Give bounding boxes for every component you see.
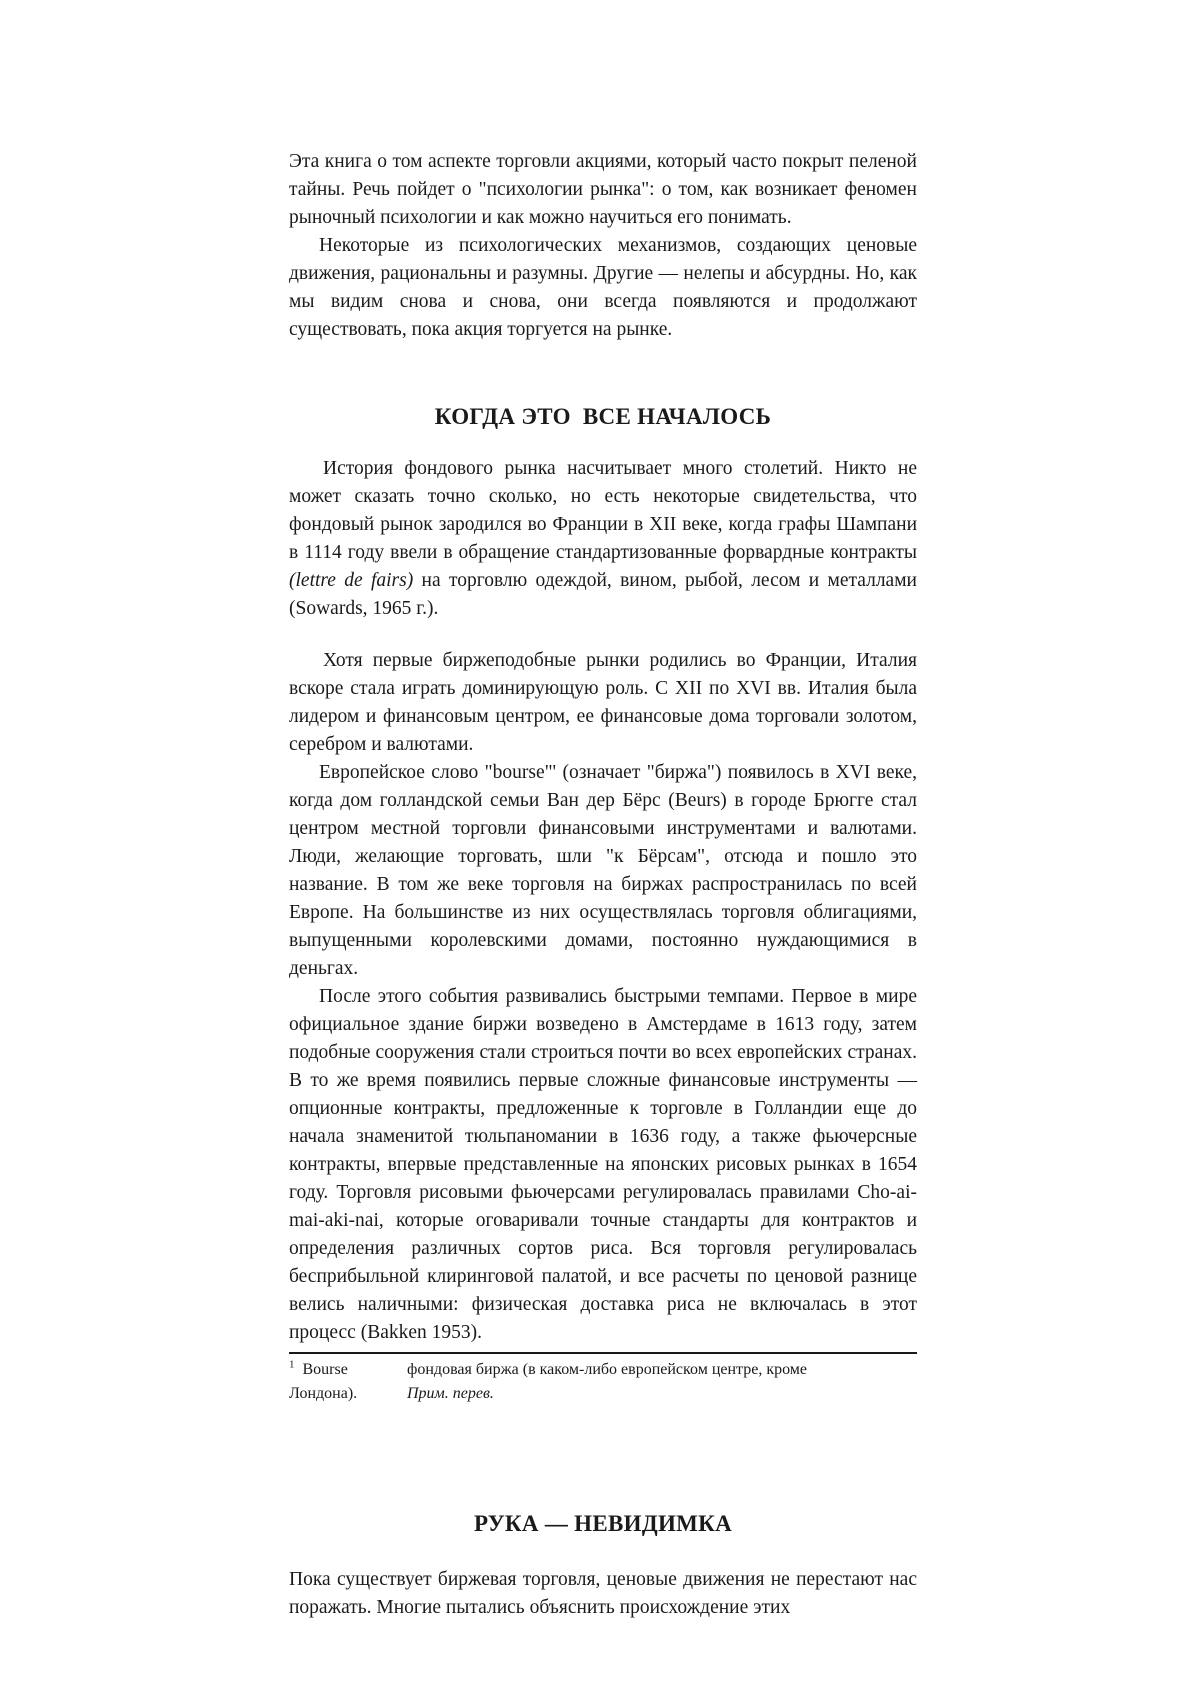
history-paragraph-4: После этого события развивались быстрыми темпами. Первое в мире официальное здание биржи возведено в Амстердаме в 1613 году, затем подобные сооружения стали строиться почти во всех европейских странах. В то же время появились первые сложные финансовые инструменты — опционные контракты, предложенные к торговле в Голландии еще до начала знаменитой тюльпаномании в 1636 году, а также фьючерсные контракты, впервые представленные на японских рисовых рынках в 1654 году. Торговля рисовыми фьючерсами регулировалась правилами Cho-ai-mai-aki-nai, которые оговаривали точные стандарты для контрактов и определения различных сортов риса. Вся торговля регулировалась бесприбыльной клиринговой палатой, и все расчеты по ценовой разнице велись наличными: физическая доставка риса не включалась в этот процесс (Bakken 1953).: [289, 986, 917, 1343]
history-paragraph-1: [289, 455, 917, 623]
invisible-hand-paragraph-1: Пока существует биржевая торговля, ценовые движения не перестают нас поражать. Многие пытались объяснить происхождение этих: [289, 1569, 917, 1618]
section-beginning: [289, 455, 917, 1347]
history-paragraph-1-text: История фондового рынка насчитывает много столетий. Никто не может сказать точно сколько, но есть некоторые свидетельства, что фондовый рынок зародился во Франции в XII веке, когда графы Шампани в 1114 году ввели в обращение стандартизованные форвардные контракты: [289, 458, 917, 563]
history-paragraph-1-text-end: на торговлю одеждой, вином, рыбой, лесом и металлами (Sowards, 1965 г.).: [289, 570, 917, 619]
footnote-text: фондовая биржа (в каком-либо европейском центре, кроме: [407, 1361, 808, 1378]
section-heading-beginning-wrap: [289, 404, 917, 430]
footnote-translator-note: Прим. перев.: [407, 1385, 494, 1402]
section-heading-invisible-hand-wrap: [289, 1511, 917, 1537]
footnote-term-continuation: Лондона).: [289, 1385, 358, 1402]
footnote-term-column: [289, 1358, 407, 1406]
footnote-term-line: [289, 1358, 407, 1382]
intro-paragraph-1: Эта книга о том аспекте торговли акциями, который часто покрыт пеленой тайны. Речь пойдет о "психологии рынка": о том, как возникает феномен рыночный психологии и как можно научиться его понимать.: [289, 151, 917, 228]
intro-section: [289, 148, 917, 344]
section-heading-invisible-hand: РУКА — НЕВИДИМКА: [473, 1511, 733, 1536]
footnote-divider: [289, 1352, 917, 1354]
section-invisible-hand: [289, 1566, 917, 1622]
section-heading-beginning: КОГДА ЭТО ВСЕ НАЧАЛОСЬ: [434, 404, 772, 429]
footnote-mark: 1: [289, 1358, 295, 1371]
lettre-de-fairs-term: (lettre de fairs): [289, 570, 414, 591]
history-paragraph-2: Хотя первые биржеподобные рынки родились во Франции, Италия вскоре стала играть доминирующую роль. С XII по XVI вв. Италия была лидером и финансовым центром, ее финансовые дома торговали золотом, серебром и валютами.: [289, 650, 917, 755]
footnote-text-column: [407, 1358, 917, 1406]
footnote: [289, 1352, 917, 1406]
footnote-body: [289, 1358, 917, 1406]
intro-paragraph-2: Некоторые из психологических механизмов, создающих ценовые движения, рациональны и разумны. Другие — нелепы и абсурдны. Но, как мы видим снова и снова, они всегда появляются и продолжают существовать, пока акция торгуется на рынке.: [289, 235, 917, 340]
footnote-term: Bourse: [302, 1361, 348, 1378]
history-paragraph-3: Европейское слово "bourse"' (означает "биржа") появилось в XVI веке, когда дом голландской семьи Ван дер Бёрс (Beurs) в городе Брюгге стал центром местной торговли финансовыми инструментами и валютами. Люди, желающие торговать, шли "к Бёрсам", отсюда и пошло это название. В том же веке торговля на биржах распространилась по всей Европе. На большинстве из них осуществлялась торговля облигациями, выпущенными королевскими домами, постоянно нуждающимися в деньгах.: [289, 762, 917, 979]
